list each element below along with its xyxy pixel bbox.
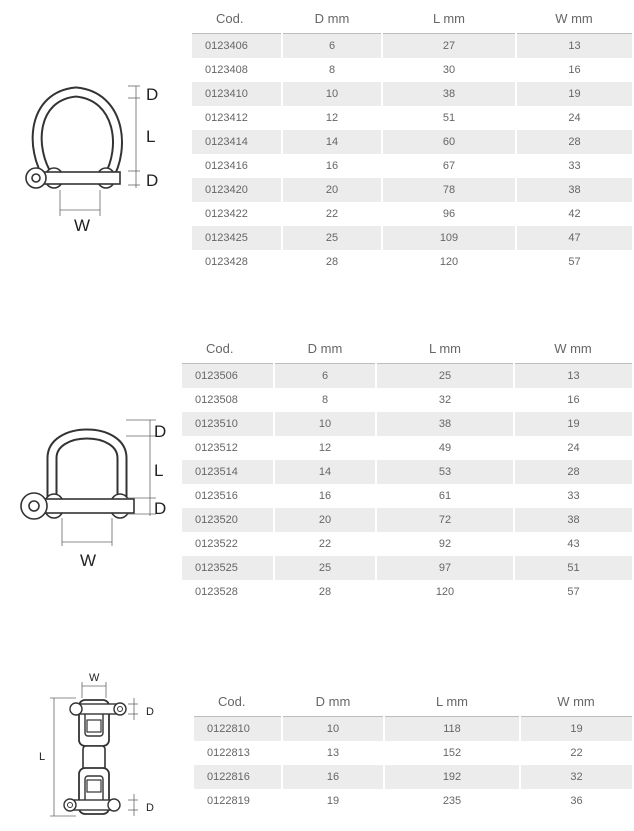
cell-cod: 0123514 [182, 460, 274, 484]
table-row [182, 580, 632, 604]
cell-d: 12 [274, 436, 376, 460]
cell-d: 16 [274, 484, 376, 508]
cell-d: 10 [282, 717, 384, 742]
cell-w: 57 [568, 256, 581, 268]
cell-l: 51 [382, 106, 516, 130]
label-l: L [154, 461, 164, 480]
cell-cod: 0123522 [182, 532, 274, 556]
cell-w: 13 [516, 34, 632, 59]
cell-l: 38 [376, 412, 514, 436]
cell-l: 118 [384, 717, 520, 742]
label-d-bottom: D [146, 171, 159, 190]
col-l-mm: L mm [384, 686, 520, 717]
cell-w: 38 [516, 178, 632, 202]
cell-l: 92 [376, 532, 514, 556]
cell-d: 14 [274, 460, 376, 484]
cell-w: 24 [567, 442, 580, 454]
cell-l: 53 [376, 460, 514, 484]
table-row [192, 58, 632, 82]
cell-d: 8 [274, 388, 376, 412]
table-row [182, 484, 632, 508]
cell-cod: 0122816 [194, 765, 282, 789]
cell-cod: 0123516 [182, 484, 274, 508]
cell-w: 19 [514, 412, 632, 436]
cell-w: 16 [567, 394, 580, 406]
cell-d: 10 [274, 412, 376, 436]
cell-l: 30 [382, 58, 516, 82]
cell-cod: 0123420 [192, 178, 282, 202]
label-w: W [89, 672, 100, 684]
table-row [182, 436, 632, 460]
cell-cod: 0123508 [182, 388, 274, 412]
label-d-top: D [154, 422, 167, 441]
table-row [182, 388, 632, 412]
cell-l: 109 [382, 226, 516, 250]
cell-cod: 0123525 [182, 556, 274, 580]
table-header-row [182, 333, 632, 364]
label-w: W [80, 551, 97, 570]
d-shackle-table [182, 333, 632, 604]
cell-d: 25 [282, 226, 382, 250]
col-cod: Cod. [192, 3, 282, 34]
table-row [194, 741, 632, 765]
cell-d: 16 [282, 765, 384, 789]
cell-w: 33 [568, 160, 581, 172]
cell-cod: 0123520 [182, 508, 274, 532]
cell-l: 32 [376, 388, 514, 412]
cell-cod: 0122819 [194, 789, 282, 813]
cell-l: 120 [382, 250, 516, 274]
cell-cod: 0123406 [192, 34, 282, 59]
cell-cod: 0123528 [182, 580, 274, 604]
table-row [192, 34, 632, 59]
table-header-row [194, 686, 632, 717]
label-w: W [74, 216, 91, 235]
bow-shackle-section [0, 0, 634, 290]
table-row [192, 226, 632, 250]
cell-cod: 0123510 [182, 412, 274, 436]
cell-d: 13 [282, 741, 384, 765]
cell-l: 152 [384, 741, 520, 765]
col-d-mm: D mm [282, 686, 384, 717]
col-w-mm: W mm [520, 686, 632, 717]
cell-cod: 0123414 [192, 130, 282, 154]
cell-l: 97 [376, 556, 514, 580]
swivel-shackle-table [194, 686, 632, 813]
cell-cod: 0123506 [182, 364, 274, 389]
cell-l: 49 [376, 436, 514, 460]
label-d-bottom: D [154, 499, 167, 518]
table-row [194, 717, 632, 742]
table-row [194, 789, 632, 813]
cell-d: 16 [282, 154, 382, 178]
cell-w: 47 [516, 226, 632, 250]
cell-l: 27 [382, 34, 516, 59]
cell-d: 25 [274, 556, 376, 580]
cell-cod: 0123428 [192, 250, 282, 274]
col-l-mm: L mm [382, 3, 516, 34]
bow-shackle-diagram [14, 78, 174, 238]
bow-shackle-table [192, 3, 632, 274]
table-row [182, 532, 632, 556]
cell-d: 10 [282, 82, 382, 106]
cell-d: 22 [282, 202, 382, 226]
cell-cod: 0123422 [192, 202, 282, 226]
cell-d: 6 [282, 34, 382, 59]
col-cod: Cod. [194, 686, 282, 717]
label-l: L [146, 127, 156, 146]
cell-cod: 0123410 [192, 82, 282, 106]
table-row [192, 250, 632, 274]
table-row [192, 154, 632, 178]
label-d-top: D [146, 85, 159, 104]
cell-w: 24 [568, 112, 581, 124]
cell-w: 22 [570, 747, 583, 759]
swivel-shackle-section [0, 660, 634, 831]
cell-w: 19 [520, 717, 632, 742]
cell-l: 96 [382, 202, 516, 226]
col-w-mm: W mm [514, 333, 632, 364]
table-row [182, 460, 632, 484]
table-row [182, 364, 632, 389]
label-d-top: D [146, 706, 154, 718]
col-d-mm: D mm [282, 3, 382, 34]
table-row [192, 202, 632, 226]
cell-w: 28 [514, 460, 632, 484]
table-row [192, 130, 632, 154]
col-cod: Cod. [182, 333, 274, 364]
d-shackle-diagram [12, 412, 182, 572]
cell-l: 192 [384, 765, 520, 789]
cell-d: 28 [274, 580, 376, 604]
cell-w: 38 [514, 508, 632, 532]
cell-w: 32 [520, 765, 632, 789]
cell-d: 19 [282, 789, 384, 813]
cell-w: 43 [567, 538, 580, 550]
swivel-shackle-diagram [30, 668, 170, 826]
cell-w: 19 [516, 82, 632, 106]
cell-d: 22 [274, 532, 376, 556]
col-d-mm: D mm [274, 333, 376, 364]
cell-cod: 0123412 [192, 106, 282, 130]
col-l-mm: L mm [376, 333, 514, 364]
cell-l: 67 [382, 154, 516, 178]
cell-cod: 0122810 [194, 717, 282, 742]
table-header-row [192, 3, 632, 34]
cell-w: 57 [567, 586, 580, 598]
cell-w: 36 [570, 795, 583, 807]
cell-d: 28 [282, 250, 382, 274]
col-w-mm: W mm [516, 3, 632, 34]
cell-w: 42 [568, 208, 581, 220]
cell-cod: 0123408 [192, 58, 282, 82]
cell-l: 235 [384, 789, 520, 813]
cell-d: 12 [282, 106, 382, 130]
cell-l: 72 [376, 508, 514, 532]
cell-cod: 0123416 [192, 154, 282, 178]
cell-l: 25 [376, 364, 514, 389]
cell-cod: 0123512 [182, 436, 274, 460]
cell-d: 8 [282, 58, 382, 82]
table-row [182, 556, 632, 580]
label-d-bottom: D [146, 802, 154, 814]
table-row [182, 508, 632, 532]
table-row [194, 765, 632, 789]
cell-l: 38 [382, 82, 516, 106]
cell-w: 13 [514, 364, 632, 389]
cell-w: 33 [567, 490, 580, 502]
cell-cod: 0122813 [194, 741, 282, 765]
cell-d: 6 [274, 364, 376, 389]
cell-d: 20 [274, 508, 376, 532]
d-shackle-section [0, 330, 634, 610]
cell-d: 14 [282, 130, 382, 154]
cell-l: 61 [376, 484, 514, 508]
cell-d: 20 [282, 178, 382, 202]
cell-w: 28 [516, 130, 632, 154]
cell-w: 16 [568, 64, 581, 76]
cell-w: 51 [514, 556, 632, 580]
cell-l: 78 [382, 178, 516, 202]
cell-cod: 0123425 [192, 226, 282, 250]
label-l: L [39, 751, 46, 763]
table-row [192, 82, 632, 106]
table-row [192, 178, 632, 202]
table-row [192, 106, 632, 130]
table-row [182, 412, 632, 436]
cell-l: 120 [376, 580, 514, 604]
cell-l: 60 [382, 130, 516, 154]
